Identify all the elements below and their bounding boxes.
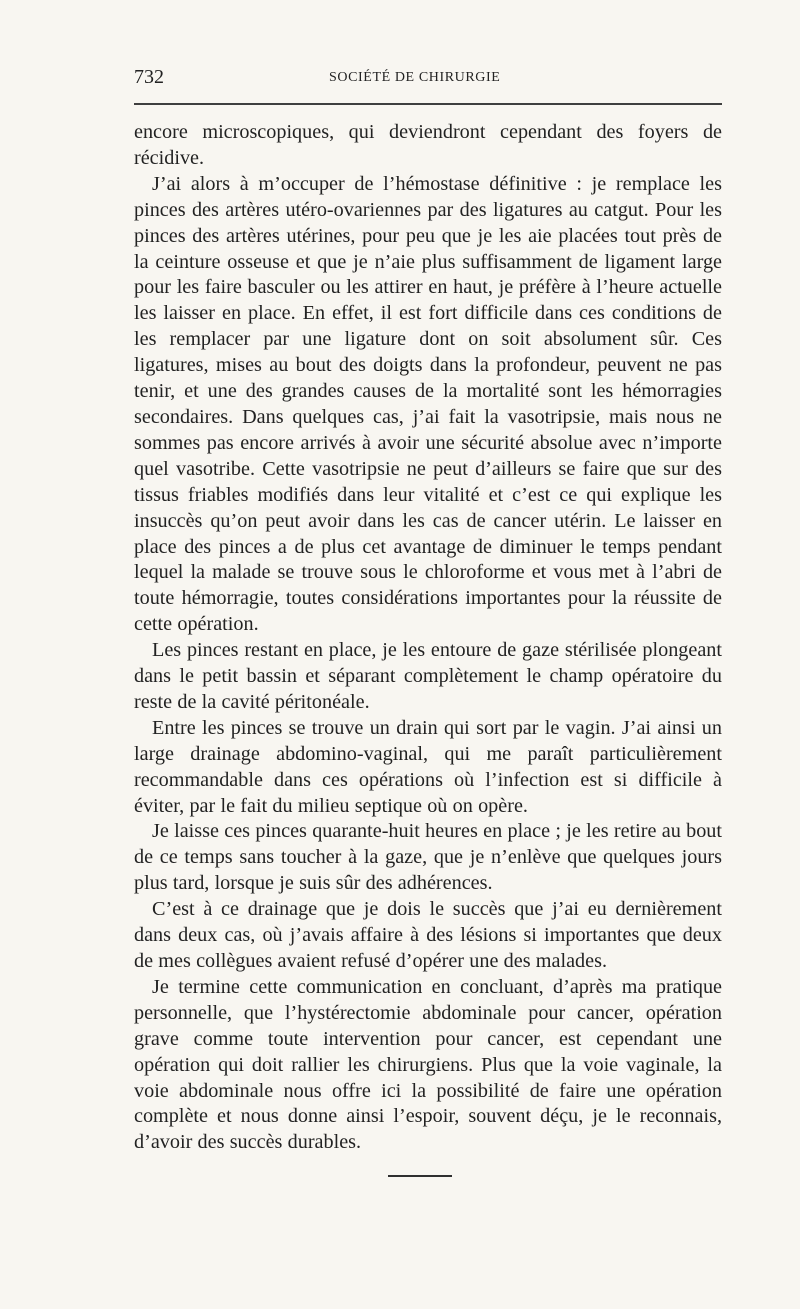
paragraph: Entre les pinces se trouve un drain qui sort par le vagin. J’ai ainsi un large drainage abdomino-vaginal, qui me paraît particulièrement recommandable dans ces opérations où l’infection est si difficile à éviter, par le fait du milieu septique où on opère. xyxy=(134,716,722,817)
running-title: SOCIÉTÉ DE CHIRURGIE xyxy=(329,70,501,85)
paragraph: J’ai alors à m’occuper de l’hémostase définitive : je remplace les pinces des artères utéro-ovariennes par des ligatures au catgut. Pour les pinces des artères utérines, pour peu que je les aie placées tout près de la ceinture osseuse et que je n’aie plus suffisamment de ligament large pour les faire basculer ou les attirer en haut, je préfère à l’heure actuelle les laisser en place. En effet, il est fort difficile dans ces conditions de les remplacer par une ligature dont on soit absolument sûr. Ces ligatures, mises au bout des doigts dans la profondeur, peuvent ne pas tenir, et une des grandes causes de la mortalité sont les hémorragies secondaires. Dans quelques cas, j’ai fait la vasotripsie, mais nous ne sommes pas encore arrivés à avoir une sécurité absolue avec n’importe quel vasotribe. Cette vasotripsie ne peut d’ailleurs se faire que sur des tissus friables modifiés dans leur vitalité et c’est ce qui explique les insuccès qu’on peut avoir dans les cas de cancer utérin. Le laisser en place des pinces a de plus cet avantage de diminuer le temps pendant lequel la malade se trouve sous le chloroforme et vous met à l’abri de toute hémorragie, toutes considérations importantes pour la réussite de cette opération. xyxy=(134,172,722,636)
header-rule xyxy=(134,103,722,105)
page-header xyxy=(134,66,722,98)
paragraph: Les pinces restant en place, je les entoure de gaze stérilisée plongeant dans le petit bassin et séparant complètement le champ opératoire du reste de la cavité péritonéale. xyxy=(134,639,722,713)
paragraph: encore microscopiques, qui deviendront cependant des foyers de récidive. xyxy=(134,121,722,169)
paragraph: Je laisse ces pinces quarante-huit heures en place ; je les retire au bout de ce temps sans toucher à la gaze, que je n’enlève que quelques jours plus tard, lorsque je suis sûr des adhérences. xyxy=(134,820,722,895)
end-rule xyxy=(388,1175,452,1177)
paragraph: Je termine cette communication en concluant, d’après ma pratique personnelle, que l’hystérectomie abdominale pour cancer, opération grave comme toute intervention pour cancer, est cependant une opération qui doit rallier les chirurgiens. Plus que la voie vaginale, la voie abdominale nous offre ici la possibilité de faire une opération complète et nous donne ainsi l’espoir, souvent déçu, je le reconnais, d’avoir des succès durables. xyxy=(134,975,722,1154)
page-number: 732 xyxy=(134,66,164,88)
body-text xyxy=(134,120,722,1156)
paragraph: C’est à ce drainage que je dois le succès que j’ai eu dernièrement dans deux cas, où j’avais affaire à des lésions si importantes que deux de mes collègues avaient refusé d’opérer une des malades. xyxy=(134,898,722,972)
